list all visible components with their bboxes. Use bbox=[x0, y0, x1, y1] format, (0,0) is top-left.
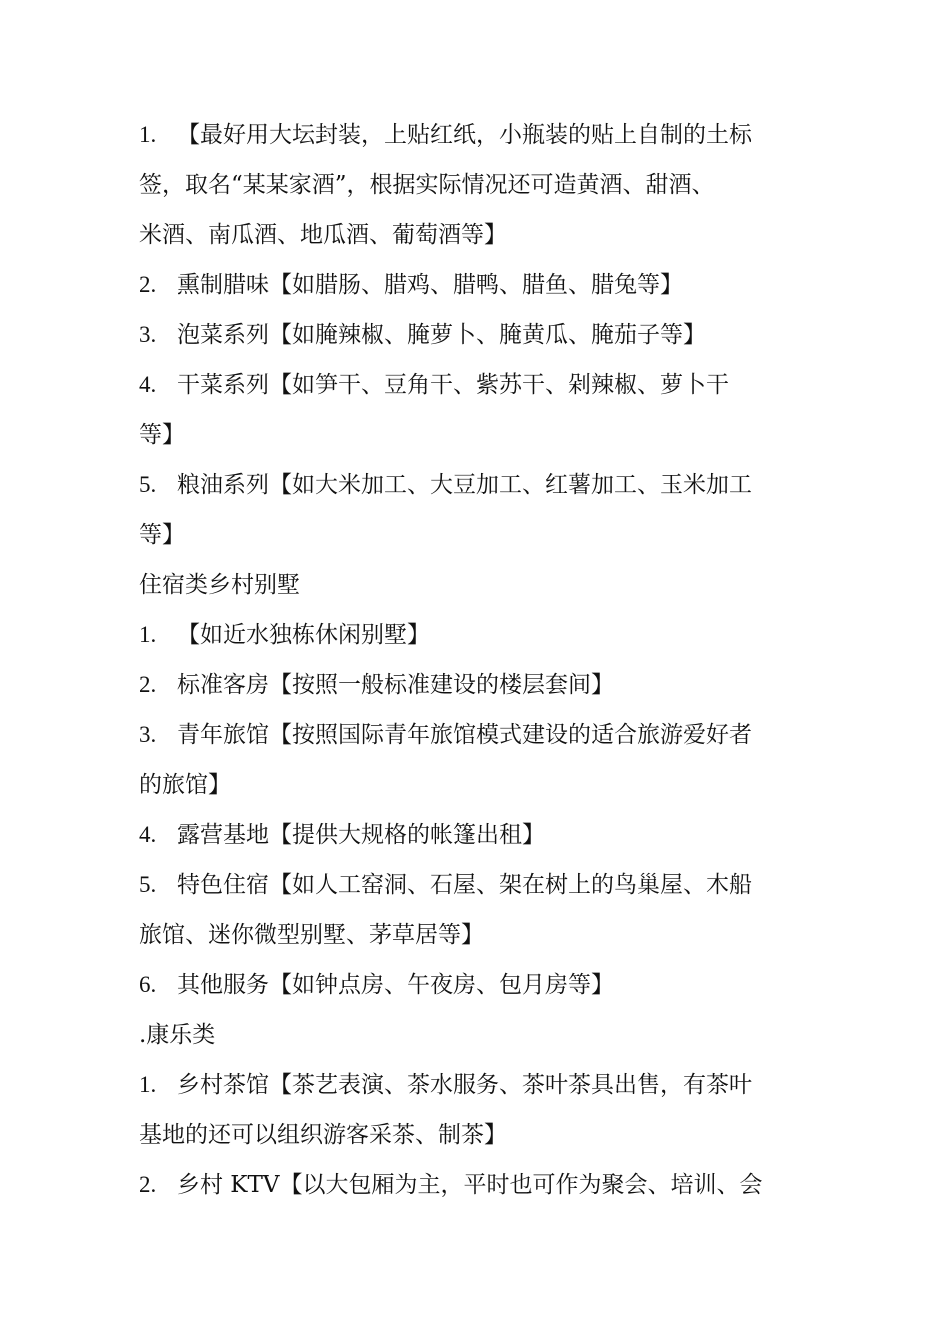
list-number: 3. bbox=[139, 722, 157, 747]
line-text: 青年旅馆【按照国际青年旅馆模式建设的适合旅游爱好者 bbox=[177, 722, 752, 748]
line-text: 熏制腊味【如腊肠、腊鸡、腊鸭、腊鱼、腊兔等】 bbox=[177, 272, 683, 298]
list-number: 2. bbox=[139, 1172, 157, 1197]
text-line bbox=[139, 810, 819, 860]
document-page bbox=[139, 110, 819, 1210]
line-text: 等】 bbox=[139, 422, 185, 448]
line-text: 其他服务【如钟点房、午夜房、包月房等】 bbox=[177, 972, 614, 998]
text-line bbox=[139, 710, 819, 760]
list-number: 1. bbox=[139, 622, 157, 647]
list-number: 6. bbox=[139, 972, 157, 997]
line-text: 特色住宿【如人工窑洞、石屋、架在树上的鸟巢屋、木船 bbox=[177, 872, 752, 898]
section-heading bbox=[139, 1010, 819, 1060]
line-text: 旅馆、迷你微型别墅、茅草居等】 bbox=[139, 922, 484, 948]
list-number: 4. bbox=[139, 822, 157, 847]
text-line bbox=[139, 110, 819, 160]
line-text: 标准客房【按照一般标准建设的楼层套间】 bbox=[177, 672, 614, 698]
line-text: 乡村茶馆【茶艺表演、茶水服务、茶叶茶具出售，有茶叶 bbox=[177, 1072, 752, 1098]
text-line bbox=[139, 360, 819, 410]
line-text: 等】 bbox=[139, 522, 185, 548]
text-line bbox=[139, 310, 819, 360]
text-line bbox=[139, 760, 819, 810]
text-line bbox=[139, 460, 819, 510]
list-number: 5. bbox=[139, 872, 157, 897]
section-heading bbox=[139, 560, 819, 610]
text-line bbox=[139, 160, 819, 210]
text-line bbox=[139, 260, 819, 310]
line-text: 粮油系列【如大米加工、大豆加工、红薯加工、玉米加工 bbox=[177, 472, 752, 498]
text-line bbox=[139, 410, 819, 460]
text-line bbox=[139, 510, 819, 560]
line-text: .康乐类 bbox=[139, 1022, 216, 1048]
text-line bbox=[139, 860, 819, 910]
text-line bbox=[139, 210, 819, 260]
list-number: 1. bbox=[139, 122, 157, 147]
line-text: 的旅馆】 bbox=[139, 772, 231, 798]
list-number: 1. bbox=[139, 1072, 157, 1097]
list-number: 2. bbox=[139, 272, 157, 297]
line-text: 【如近水独栋休闲别墅】 bbox=[177, 622, 430, 648]
text-line bbox=[139, 660, 819, 710]
list-number: 4. bbox=[139, 372, 157, 397]
list-number: 2. bbox=[139, 672, 157, 697]
line-text: 乡村 KTV【以大包厢为主，平时也可作为聚会、培训、会 bbox=[177, 1172, 763, 1198]
line-text: 米酒、南瓜酒、地瓜酒、葡萄酒等】 bbox=[139, 222, 507, 248]
text-line bbox=[139, 960, 819, 1010]
line-text: 签，取名“某某家酒”，根据实际情况还可造黄酒、甜酒、 bbox=[139, 172, 715, 198]
line-text: 【最好用大坛封装，上贴红纸，小瓶装的贴上自制的土标 bbox=[177, 122, 752, 148]
text-line bbox=[139, 1060, 819, 1110]
list-number: 3. bbox=[139, 322, 157, 347]
list-number: 5. bbox=[139, 472, 157, 497]
line-text: 泡菜系列【如腌辣椒、腌萝卜、腌黄瓜、腌茄子等】 bbox=[177, 322, 706, 348]
line-text: 基地的还可以组织游客采茶、制茶】 bbox=[139, 1122, 507, 1148]
line-text: 露营基地【提供大规格的帐篷出租】 bbox=[177, 822, 545, 848]
line-text: 干菜系列【如笋干、豆角干、紫苏干、剁辣椒、萝卜干 bbox=[177, 372, 729, 398]
line-text: 住宿类乡村别墅 bbox=[139, 572, 300, 598]
text-line bbox=[139, 910, 819, 960]
text-line bbox=[139, 1160, 819, 1210]
text-line bbox=[139, 610, 819, 660]
text-line bbox=[139, 1110, 819, 1160]
